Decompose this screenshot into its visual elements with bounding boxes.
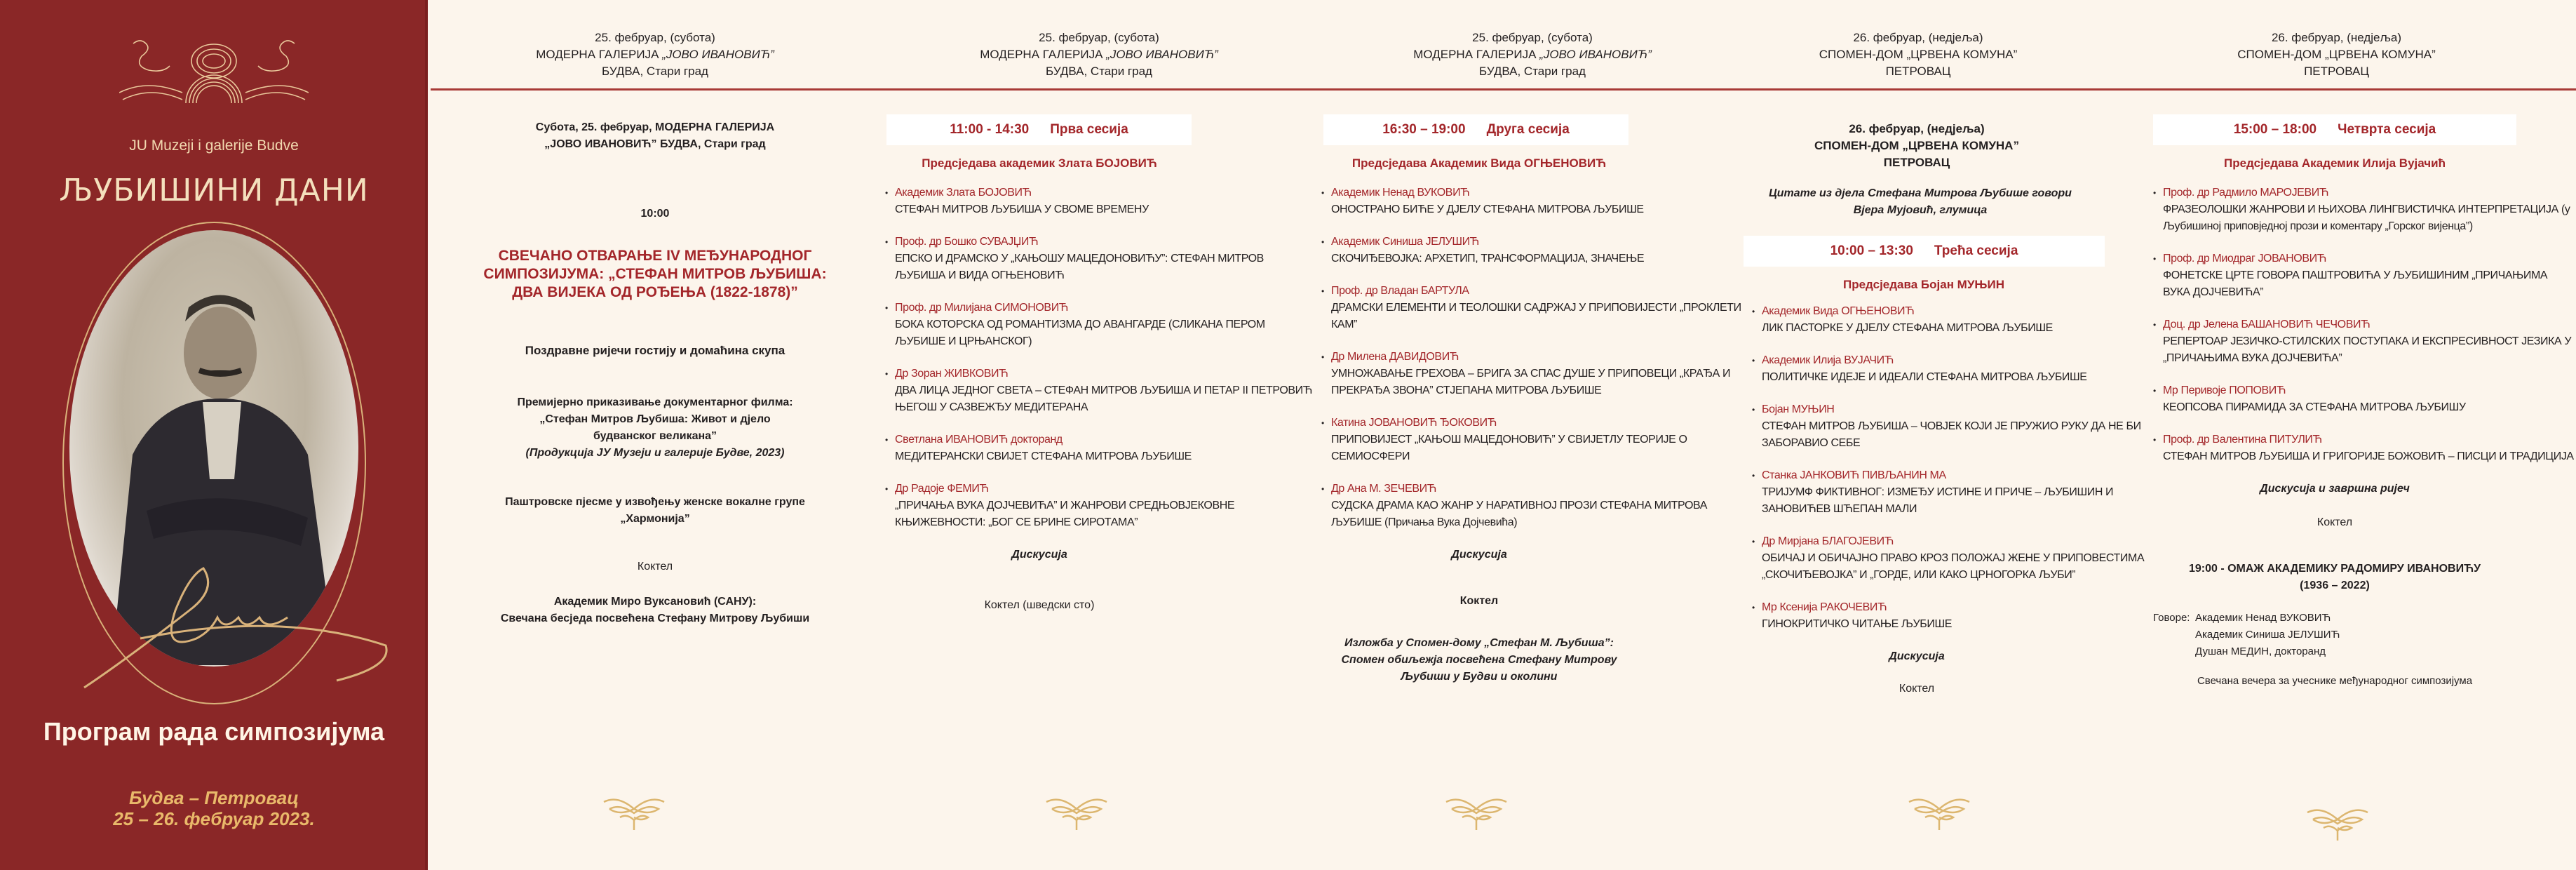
opening-title: СВЕЧАНО ОТВАРАЊЕ IV МЕЂУНАРОДНОГ СИМПОЗИЈУМА: „СТЕФАН МИТРОВ ЉУБИША: ДВА ВИЈЕКА ОД РОЂЕЊА (1822-1878)” [483,248,827,300]
speaker: Душан МЕДИН, докторанд [2195,645,2326,657]
ornament-icon [1908,796,1971,831]
header-date: 25. фебруар, (субота) [1472,31,1593,44]
talk-speaker: • Академик Синиша ЈЕЛУШИЋ [1331,236,1479,248]
header-city: ПЕТРОВАЦ [2304,65,2369,78]
session-time: 11:00 - 14:30 [950,122,1030,137]
header-city: БУДВА, Стари град [602,65,708,78]
museum-logo-icon [119,36,309,114]
venue-prefix: МОДЕРНА ГАЛЕРИЈА [536,48,663,61]
talk-speaker: • Академик Ненад ВУКОВИЋ [1331,187,1470,199]
talk-title: СКОЧИЂЕВОЈКА: АРХЕТИП, ТРАНСФОРМАЦИЈА, ЗНАЧЕЊЕ [1331,253,1645,265]
talk-speaker: • Проф. др Милијана СИМОНОВИЋ [895,302,1069,314]
venue-name: „ЈОВО ИВАНОВИЋ” [662,48,774,61]
session-name: Прва сесија [1050,122,1128,137]
talk-speaker: • Доц. др Јелена БАШАНОВИЋ ЧЕЧОВИЋ [2163,319,2371,330]
header-venue [431,46,879,63]
talk-speaker: • Проф. др Миодраг ЈОВАНОВИЋ [2163,253,2326,265]
talk-item [885,481,1314,531]
talk-title: СТЕФАН МИТРОВ ЉУБИША У СВОМЕ ВРЕМЕНУ [895,203,1149,215]
dates: 25 – 26. фебруар 2023. [113,808,315,829]
institution-name: JU Muzeji i galerije Budve [129,138,299,154]
exhibition: Изложба у Спомен-дому „Стефан М. Љубиша”: Спомен обиљежја посвећена Стефану Митрову Љубиши у Будви и околини [1341,637,1617,683]
talk-speaker: • Др Мирјана БЛАГОЈЕВИЋ [1762,535,1894,547]
speech-title: Свечана бесједа посвећена Стефану Митрову Љубиши [500,613,810,624]
session-name: Друга сесија [1486,122,1570,137]
talk-item [885,300,1314,350]
talk-title: РЕПЕРТОАР ЈЕЗИЧКО-СТИЛСКИХ ПОСТУПАКА И ЕКСПРЕСИВНОСТ ЈЕЗИКА У „ПРИЧАЊИМА ВУКА ДОЈЧЕВИЋА” [2163,335,2572,364]
day2-intro [1752,121,2082,171]
talk-title: „ПРИЧАЊА ВУКА ДОЈЧЕВИЋА” И ЖАНРОВИ СРЕДЊОВЈЕКОВНЕ КЊИЖЕВНОСТИ: „БОГ СЕ БРИНЕ СИРОТАМА” [895,500,1235,528]
speakers-label: Говоре: [2153,612,2190,624]
talk-item [1752,303,2153,337]
talk-speaker: • Мр Перивоје ПОПОВИЋ [2163,384,2286,396]
talk-item [1752,467,2153,518]
session-time: 10:00 – 13:30 [1830,243,1913,258]
quotes-reading: Цитате из дјела Стефана Митрова Љубише говори Вјера Мујовић, глумица [1769,187,2072,216]
discussion: Дискусија и завршна ријеч [2260,483,2410,495]
talk-title: ОБИЧАЈ И ОБИЧАЈНО ПРАВО КРОЗ ПОЛОЖАЈ ЖЕНЕ У ПРИПОВЕСТИМА „СКОЧИЂЕВОЈКА” И „ГОРДЕ, ИЛИ КАКО ЦРНОГОРКА ЉУБИ” [1762,552,2145,581]
header-divider [431,88,879,91]
cocktail: Коктел [1899,683,1935,695]
header-city: БУДВА, Стари град [1479,65,1586,78]
session-name: Четврта сесија [2338,122,2436,137]
session-band [886,114,1192,145]
discussion: Дискусија [1451,549,1507,561]
header-divider [2153,88,2576,91]
talk-item [1321,415,1744,465]
header-venue: СПОМЕН-ДОМ „ЦРВЕНА КОМУНА” [1819,48,2018,61]
session-band [1744,236,2105,267]
header-venue: СПОМЕН-ДОМ „ЦРВЕНА КОМУНА” [2237,48,2436,61]
session-chair: Предсједава Академик Вида ОГЊЕНОВИЋ [1351,156,1607,170]
panel-body [2153,105,2576,690]
venue-name: „ЈОВО ИВАНОВИЋ” [1106,48,1218,61]
speakers-list [2195,610,2340,660]
talk-item [2153,382,2576,416]
cocktail: Коктел [637,561,673,573]
talk-title: ЛИК ПАСТОРКЕ У ДЈЕЛУ СТЕФАНА МИТРОВА ЉУБИШЕ [1762,322,2053,334]
talk-speaker: • Мр Ксенија РАКОЧЕВИЋ [1762,601,1887,613]
talk-title: ДВА ЛИЦА ЈЕДНОГ СВЕТА – СТЕФАН МИТРОВ ЉУБИША И ПЕТАР II ПЕТРОВИЋ ЊЕГОШ У САЗВЕЖЂУ МЕДИТЕРАНА [895,384,1312,413]
talk-item [885,431,1314,465]
session-time: 15:00 – 18:00 [2233,122,2317,137]
session-band [1323,114,1628,145]
greetings: Поздравне ријечи гостију и домаћина скупа [525,344,785,357]
talk-speaker: • Катина ЈОВАНОВИЋ ЂОКОВИЋ [1331,417,1497,429]
panel-header [1739,29,2153,80]
header-date: 26. фебруар, (недјеља) [1853,31,1983,44]
talk-item [1321,283,1744,333]
venue-prefix: МОДЕРНА ГАЛЕРИЈА [1413,48,1540,61]
session-chair: Предсједава академик Злата БОЈОВИЋ [922,156,1157,170]
session-name: Трећа сесија [1934,243,2018,258]
talk-title: ФРАЗЕОЛОШКИ ЖАНРОВИ И ЊИХОВА ЛИНГВИСТИЧКА ИНТЕРПРЕТАЦИЈА (у Љубишиној приповједној прози и коментару „Горског вијенца”) [2163,203,2570,232]
talk-speaker: • Др Радоје ФЕМИЋ [895,483,989,495]
talk-item [885,185,1314,218]
talk-title: СУДСКА ДРАМА КАО ЖАНР У НАРАТИВНОЈ ПРОЗИ СТЕФАНА МИТРОВА ЉУБИШЕ (Причања Вука Дојчевића) [1331,500,1708,528]
film-title: „Стефан Митров Љубиша: Живот и дјело будванског великана” [539,413,771,442]
panel-header [879,29,1319,80]
header-city: БУДВА, Стари град [1046,65,1152,78]
talk-item [1752,533,2153,584]
talk-item [2153,316,2576,367]
songs: Паштровске пјесме у извођењу женске вокалне групе „Хармонија” [505,496,805,525]
program-heading: Програм рада симпозијума [43,717,385,746]
header-date: 26. фебруар, (недјеља) [2271,31,2402,44]
talk-speaker: • Академик Злата БОЈОВИЋ [895,187,1032,199]
talk-title: ОНОСТРАНО БИЋЕ У ДЈЕЛУ СТЕФАНА МИТРОВА ЉУБИШЕ [1331,203,1644,215]
panel-session-2 [1319,0,1746,870]
cover-panel [0,0,428,870]
intro-city: ПЕТРОВАЦ [1883,156,1950,169]
homage-title: 19:00 - ОМАЖ АКАДЕМИКУ РАДОМИРУ ИВАНОВИЋУ [2188,563,2481,575]
talk-speaker: • Бојан МУЊИН [1762,403,1835,415]
ornament-icon [2306,807,2369,842]
talk-speaker: • Проф. др Бошко СУВАЈЏИЋ [895,236,1039,248]
ornament-icon [1045,796,1108,831]
talk-title: ГИНОКРИТИЧКО ЧИТАЊЕ ЉУБИШЕ [1762,618,1952,630]
discussion: Дискусија [1011,549,1067,561]
talk-item [885,234,1314,284]
talk-title: ФОНЕТСКЕ ЦРТЕ ГОВОРА ПАШТРОВИЋА У ЉУБИШИНИМ „ПРИЧАЊИМА ВУКА ДОЈЧЕВИЋА” [2163,269,2548,298]
talk-title: ЕПСКО И ДРАМСКО У „КАЊОШУ МАЦЕДОНОВИЋУ”: СТЕФАН МИТРОВ ЉУБИША И ВИДА ОГЊЕНОВИЋ [895,253,1264,281]
header-venue [879,46,1319,63]
panel-body [1319,105,1746,685]
header-divider [1319,88,1746,91]
panel-header [1319,29,1746,80]
session-chair: Предсједава Бојан МУЊИН [1843,278,2004,291]
talk-title: СТЕФАН МИТРОВ ЉУБИША – ЧОВЈЕК КОЈИ ЈЕ ПРУЖИО РУКУ ДА НЕ БИ ЗАБОРАВИО СЕБЕ [1762,420,2141,449]
intro-line: Субота, 25. фебруар, МОДЕРНА ГАЛЕРИЈА [535,121,775,133]
intro-venue: СПОМЕН-ДОМ „ЦРВЕНА КОМУНА” [1814,139,2019,152]
talk-speaker: • Проф. др Валентина ПИТУЛИЋ [2163,434,2322,446]
talk-title: ПОЛИТИЧКЕ ИДЕЈЕ И ИДЕАЛИ СТЕФАНА МИТРОВА ЉУБИШЕ [1762,371,2087,383]
intro-line: „ЈОВО ИВАНОВИЋ” БУДВА, Стари град [544,138,766,150]
venue-prefix: МОДЕРНА ГАЛЕРИЈА [980,48,1107,61]
talk-item [1321,234,1744,267]
panel-body [1739,121,2153,697]
cocktail: Коктел (шведски сто) [984,599,1095,611]
talk-speaker: • Проф. др Владан БАРТУЛА [1331,285,1469,297]
talk-item [1752,401,2153,452]
talk-speaker: • Станка ЈАНКОВИЋ ПИВЉАНИН МА [1762,469,1946,481]
talk-title: ДРАМСКИ ЕЛЕМЕНТИ И ТЕОЛОШКИ САДРЖАЈ У ПРИПОВИЈЕСТИ „ПРОКЛЕТИ КАМ” [1331,302,1741,330]
signature-icon [70,533,393,695]
session-band [2153,114,2516,145]
talk-item [1321,185,1744,218]
talk-list [2153,185,2576,465]
header-divider [1739,88,2153,91]
talk-speaker: • Др Зоран ЖИВКОВИЋ [895,368,1009,380]
talk-item [1321,349,1744,399]
dinner: Свечана вечера за учеснике међународног симпозијума [2197,675,2473,687]
talk-item [885,366,1314,416]
speaker: Академик Ненад ВУКОВИЋ [2195,612,2331,624]
panel-opening [431,0,879,870]
talk-list [885,185,1314,531]
film-production: (Продукција ЈУ Музеји и галерије Будве, 2023) [525,447,785,459]
panel-body [431,119,879,627]
panel-header [2153,29,2576,80]
talk-list [1752,303,2153,633]
panel-header [431,29,879,80]
talk-speaker: • Светлана ИВАНОВИЋ докторанд [895,434,1063,446]
ornament-icon [1445,796,1508,831]
header-date: 25. фебруар, (субота) [595,31,715,44]
discussion: Дискусија [1889,650,1945,662]
talk-item [1321,481,1744,531]
session-chair: Предсједава Академик Илија Вујачић [2224,156,2446,170]
talk-speaker: • Др Ана М. ЗЕЧЕВИЋ [1331,483,1436,495]
talk-title: УМНОЖАВАЊЕ ГРЕХОВА – БРИГА ЗА СПАС ДУШЕ У ПРИПОВЕЦИ „КРАЂА И ПРЕКРАЂА ЗВОНА” СТЈЕПАНА МИТРОВА ЉУБИШЕ [1331,368,1731,396]
header-city: ПЕТРОВАЦ [1885,65,1951,78]
talk-speaker: • Проф. др Радмило МАРОЈЕВИЋ [2163,187,2329,199]
talk-speaker: • Академик Илија ВУЈАЧИЋ [1762,354,1894,366]
header-venue [1319,46,1746,63]
header-date: 25. фебруар, (субота) [1039,31,1159,44]
film-line: Премијерно приказивање документарног филма: [517,396,793,408]
talk-speaker: • Академик Вида ОГЊЕНОВИЋ [1762,305,1915,317]
talk-item [2153,431,2576,465]
talk-title: СТЕФАН МИТРОВ ЉУБИША И ГРИГОРИЈЕ БОЖОВИЋ – ПИСЦИ И ТРАДИЦИЈА [2163,450,2574,462]
talk-title: ТРИЈУМФ ФИКТИВНОГ: ИЗМЕЂУ ИСТИНЕ И ПРИЧЕ – ЉУБИШИН И ЗАНОВИЋЕВ ШЋЕПАН МАЛИ [1762,486,2114,515]
talk-title: КЕОПСОВА ПИРАМИДА ЗА СТЕФАНА МИТРОВА ЉУБИШУ [2163,401,2466,413]
talk-item [1752,599,2153,633]
venue-name: „ЈОВО ИВАНОВИЋ” [1539,48,1652,61]
talk-title: БОКА КОТОРСКА ОД РОМАНТИЗМА ДО АВАНГАРДЕ (СЛИКАНА ПЕРОМ ЉУБИШЕ И ЦРЊАНСКОГ) [895,319,1265,347]
homage-years: (1936 – 2022) [2300,580,2370,591]
place-and-dates [0,787,428,829]
panel-session-4 [2153,0,2576,870]
cocktail: Коктел [2317,516,2353,528]
session-time: 16:30 – 19:00 [1382,122,1466,137]
speaker: Академик Синиша ЈЕЛУШИЋ [2195,629,2340,641]
panel-session-3 [1739,0,2153,870]
talk-list [1321,185,1744,531]
speech-speaker: Академик Миро Вуксановић (САНУ): [553,596,757,608]
talk-item [2153,250,2576,301]
talk-title: ПРИПОВИЈЕСТ „КАЊОШ МАЦЕДОНОВИЋ” У СВИЈЕТЛУ ТЕОРИЈЕ О СЕМИОСФЕРИ [1331,434,1687,462]
place: Будва – Петровац [129,787,299,808]
talk-title: МЕДИТЕРАНСКИ СВИЈЕТ СТЕФАНА МИТРОВА ЉУБИШЕ [895,450,1192,462]
cocktail: Коктел [1459,595,1499,607]
speakers-block [2153,610,2576,660]
intro-date: 26. фебруар, (недјеља) [1849,122,1985,135]
talk-speaker: • Др Милена ДАВИДОВИЋ [1331,351,1459,363]
talk-item [2153,185,2576,235]
talk-item [1752,352,2153,386]
ornament-icon [602,796,666,831]
event-title: ЉУБИШИНИ ДАНИ [59,173,369,208]
panel-session-1 [879,0,1319,870]
homage [2153,561,2516,594]
panel-body [879,105,1319,614]
opening-time: 10:00 [640,208,670,220]
header-divider [879,88,1319,91]
